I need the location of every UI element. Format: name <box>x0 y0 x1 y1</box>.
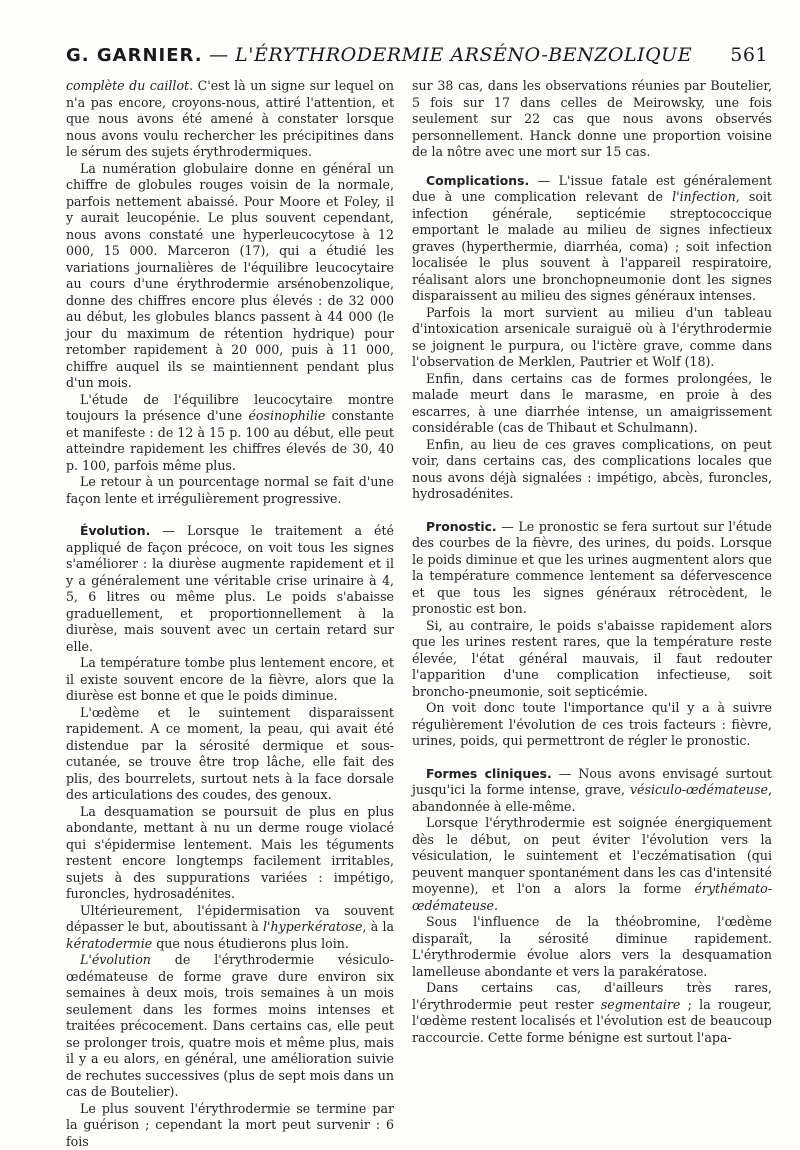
italic-text: L'évolution <box>80 952 151 967</box>
text-run: que nous étudierons plus loin. <box>152 936 349 951</box>
paragraph: Enfin, au lieu de ces graves complications, on peut voir, dans certains cas, des complications locales que nous avons déjà signalées : impétigo, abcès, furoncles, hydrosadénites. <box>412 437 772 503</box>
paragraph: Sous l'influence de la théobromine, l'œdème disparaît, la sérosité diminue rapidement. L'érythrodermie évolue alors vers la desquamation lamelleuse abondante et vers la parakératose. <box>412 914 772 980</box>
header-author: G. GARNIER. <box>66 45 203 66</box>
paragraph: Le retour à un pourcentage normal se fait d'une façon lente et irrégulièrement progressive. <box>66 474 394 507</box>
italic-text: l'hyperkératose <box>263 919 362 934</box>
text-run: L'étude de l'équilibre leucocytaire montre toujours la présence d'une <box>66 392 394 424</box>
text-run: ; la rougeur, l'œdème restent localisés et l'évolution est de beaucoup raccourcie. Cette forme bénigne est surtout l'apa- <box>412 997 772 1045</box>
page-number: 561 <box>730 44 768 66</box>
text-run: , à la <box>362 919 394 934</box>
paragraph <box>66 952 394 1101</box>
text-run: — Nous avons envisagé surtout jusqu'ici la forme intense, grave, <box>412 766 772 798</box>
italic-text: l'infection <box>672 189 736 204</box>
paragraph: sur 38 cas, dans les observations réunies par Boutelier, 5 fois sur 17 dans celles de Meirowsky, une fois seulement sur 22 cas que nous avons observés personnellement. Hanck donne une proportion voisine de la nôtre avec une mort sur 15 cas. <box>412 78 772 161</box>
section-heading: Pronostic. <box>426 519 497 534</box>
section-heading: Complications. <box>426 173 529 188</box>
italic-text: érythémato-œdémateuse <box>412 881 772 913</box>
text-run: — Le pronostic se fera surtout sur l'étude des courbes de la fièvre, des urines, du poids. Lorsque le poids diminue et que les urines augmentent alors que la température commence lentement sa défervescence et que tous les signes généraux rétrocèdent, le pronostic est bon. <box>412 519 772 617</box>
paragraph: La température tombe plus lentement encore, et il existe souvent encore de la fièvre, alors que la diurèse est bonne et que le poids diminue. <box>66 655 394 705</box>
paragraph <box>66 392 394 475</box>
paragraph: Enfin, dans certains cas de formes prolongées, le malade meurt dans le marasme, en proie à des escarres, à une diarrhée intense, un amaigrissement considérable (cas de Thibaut et Schulmann). <box>412 371 772 437</box>
header-dash: — <box>209 44 229 66</box>
left-column <box>66 78 394 1150</box>
paragraph: La numération globulaire donne en général un chiffre de globules rouges voisin de la normale, parfois nettement abaissé. Pour Moore et Foley, il y aurait leucopénie. Le plus souvent cependant, nous avons constaté une hyperleucocytose à 12 000, 15 000. Marceron (17), qui a étudié les variations journalières de l'équilibre leucocytaire au cours d'une érythrodermie arsénobenzolique, donne des chiffres encore plus élevés : de 32 000 au début, les globules blancs passent à 44 000 (le jour du maximum de rétention hydrique) pour retomber rapidement à 20 000, puis à 11 000, chiffre auquel ils se maintiennent pendant plus d'un mois. <box>66 161 394 392</box>
text-run: , soit infection générale, septicémie streptococcique emportant le malade au milieu de signes infectieux graves (hyperthermie, diarrhéa, coma) ; soit infection localisée le plus souvent à l'appareil respiratoire, réalisant alors une bronchopneumonie dont les signes disparaissent au milieu des signes généraux intenses. <box>412 189 772 303</box>
paragraph: La desquamation se poursuit de plus en plus abondante, mettant à nu un derme rouge violacé qui s'épidermise lentement. Mais les téguments restent encore longtemps facilement irritables, sujets à des suppurations variées : impétigo, furoncles, hydrosadénites. <box>66 804 394 903</box>
text-run: . <box>494 898 498 913</box>
section-heading: Évolution. <box>80 523 150 538</box>
text-run: — Lorsque le traitement a été appliqué de façon précoce, on voit tous les signes s'améliorer : la diurèse augmente rapidement et il y a généralement une véritable crise urinaire à 4, 5, 6 litres ou même plus. Le poids s'abaisse graduellement, et proportionnellement à la diurèse, mais souvent avec un certain retard sur elle. <box>66 523 394 654</box>
paragraph <box>66 78 394 161</box>
paragraph <box>412 980 772 1046</box>
text-run: — L'issue fatale est généralement due à une complication relevant de <box>412 173 772 205</box>
italic-text: kératodermie <box>66 936 152 951</box>
text-run: , abandonnée à elle-même. <box>412 782 772 814</box>
section-formes-cliniques <box>412 766 772 816</box>
section-complications <box>412 173 772 305</box>
text-run: Lorsque l'érythrodermie est soignée énergiquement dès le début, on peut éviter l'évolution vers la vésiculation, le suintement et l'eczématisation (qui peuvent manquer spontanément dans les cas d'intensité moyenne), et l'on a alors la forme <box>412 815 772 896</box>
italic-text: éosinophilie <box>248 408 325 423</box>
text-run: de l'érythrodermie vésiculo-œdémateuse de forme grave dure environ six semaines à deux mois, trois semaines à un mois seulement dans les formes moins intenses et traitées précocement. Dans certains cas, elle peut se prolonger trois, quatre mois et même plus, mais il y a eu alors, en général, une amélioration suivie de rechutes successives (plus de sept mois dans un cas de Boutelier). <box>66 952 394 1099</box>
right-column <box>412 78 772 1046</box>
text-run: C'est là un signe sur lequel on n'a pas encore, croyons-nous, attiré l'attention, et que nous avons été amené à constater lorsque nous avons voulu rechercher les précipitines dans le sérum des sujets érythrodermiques. <box>66 78 394 159</box>
paragraph: Le plus souvent l'érythrodermie se termine par la guérison ; cependant la mort peut survenir : 6 fois <box>66 1101 394 1150</box>
section-evolution <box>66 523 394 655</box>
italic-text: complète du caillot. <box>66 78 193 93</box>
text-run: Dans certains cas, d'ailleurs très rares, l'érythrodermie peut rester <box>412 980 772 1012</box>
paragraph <box>66 903 394 953</box>
text-run: constante et manifeste : de 12 à 15 p. 100 au début, elle peut atteindre rapidement les chiffres élevés de 30, 40 p. 100, parfois même plus. <box>66 408 394 473</box>
running-header <box>66 44 778 70</box>
paragraph: L'œdème et le suintement disparaissent rapidement. A ce moment, la peau, qui avait été distendue par la sérosité dermique et sous-cutanée, se trouve être trop lâche, elle fait des plis, des bourrelets, surtout nets à la face dorsale des articulations des coudes, des genoux. <box>66 705 394 804</box>
italic-text: segmentaire <box>601 997 681 1012</box>
section-pronostic <box>412 519 772 618</box>
section-heading: Formes cliniques. <box>426 766 552 781</box>
italic-text: vésiculo-œdémateuse <box>630 782 768 797</box>
paragraph <box>412 815 772 914</box>
paragraph: Parfois la mort survient au milieu d'un tableau d'intoxication arsenicale suraiguë où à l'érythrodermie se joignent le purpura, ou l'ictère grave, comme dans l'observation de Merklen, Pautrier et Wolf (18). <box>412 305 772 371</box>
paragraph: On voit donc toute l'importance qu'il y a à suivre régulièrement l'évolution de ces trois facteurs : fièvre, urines, poids, qui permettront de régler le pronostic. <box>412 700 772 750</box>
text-run: Ultérieurement, l'épidermisation va souvent dépasser le but, aboutissant à <box>66 903 394 935</box>
paragraph: Si, au contraire, le poids s'abaisse rapidement alors que les urines restent rares, que la température reste élevée, l'état général mauvais, il faut redouter l'apparition d'une complication infectieuse, soit broncho-pneumonie, soit septicémie. <box>412 618 772 701</box>
header-title: L'ÉRYTHRODERMIE ARSÉNO-BENZOLIQUE <box>235 44 692 66</box>
